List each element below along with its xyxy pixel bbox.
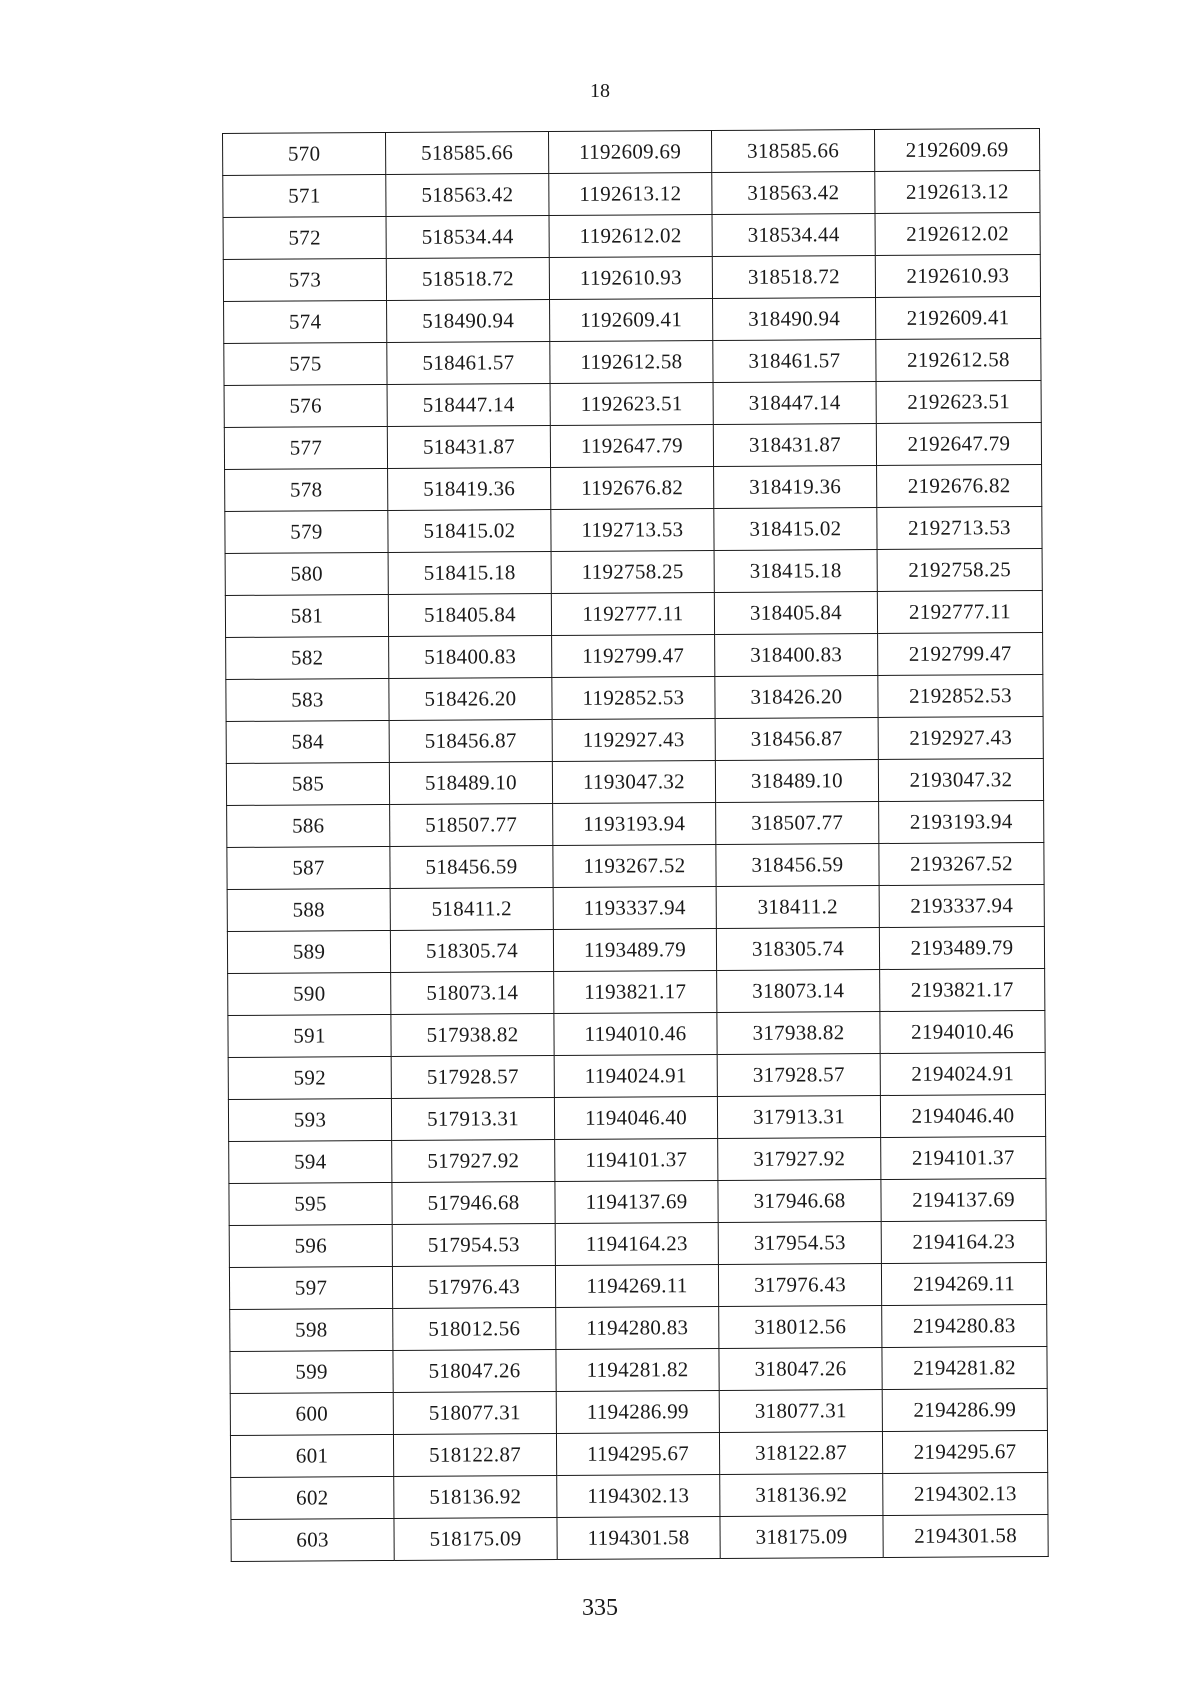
coordinate-cell: 1192713.53 [551, 509, 714, 552]
coordinate-cell: 1192777.11 [551, 593, 714, 636]
table-row [230, 1346, 1047, 1393]
coordinate-cell: 518415.02 [388, 509, 551, 552]
table-row [229, 1262, 1046, 1309]
coordinate-cell: 318563.42 [712, 172, 875, 215]
coordinate-cell: 2192623.51 [876, 381, 1041, 424]
coordinate-cell: 517927.92 [392, 1139, 555, 1182]
coordinate-cell: 317927.92 [718, 1137, 881, 1180]
coordinate-cell: 2194301.58 [883, 1514, 1048, 1557]
point-index-cell: 585 [226, 762, 389, 805]
coordinate-cell: 318461.57 [713, 340, 876, 383]
table-row [229, 1178, 1046, 1225]
point-index-cell: 600 [230, 1392, 393, 1435]
coordinate-cell: 1194101.37 [555, 1138, 718, 1181]
point-index-cell: 571 [223, 175, 386, 218]
coordinate-cell: 1194046.40 [554, 1096, 717, 1139]
point-index-cell: 586 [227, 804, 390, 847]
coordinate-cell: 518122.87 [393, 1433, 556, 1476]
coordinate-cell: 2193047.32 [878, 758, 1043, 801]
coordinates-table-container [222, 128, 1043, 1562]
coordinate-cell: 2192647.79 [876, 423, 1041, 466]
table-row [225, 506, 1042, 553]
table-row [224, 339, 1041, 386]
coordinate-cell: 1192676.82 [551, 467, 714, 510]
coordinate-cell: 1194137.69 [555, 1180, 718, 1223]
coordinate-cell: 518489.10 [389, 761, 552, 804]
table-row [230, 1430, 1047, 1477]
coordinate-cell: 318489.10 [715, 760, 878, 803]
coordinate-cell: 317913.31 [717, 1095, 880, 1138]
point-index-cell: 578 [225, 468, 388, 511]
coordinate-cell: 1192609.69 [548, 131, 711, 174]
coordinate-cell: 318447.14 [713, 382, 876, 425]
coordinate-cell: 2193489.79 [879, 926, 1044, 969]
point-index-cell: 590 [228, 972, 391, 1015]
coordinate-cell: 1192623.51 [550, 383, 713, 426]
coordinate-cell: 318456.87 [715, 718, 878, 761]
coordinate-cell: 318400.83 [715, 634, 878, 677]
table-row [228, 1010, 1045, 1057]
coordinate-cell: 1194295.67 [556, 1432, 719, 1475]
point-index-cell: 599 [230, 1350, 393, 1393]
coordinate-cell: 1193267.52 [553, 844, 716, 887]
point-index-cell: 570 [223, 133, 386, 176]
table-row [226, 758, 1043, 805]
point-index-cell: 583 [226, 678, 389, 721]
point-index-cell: 581 [225, 594, 388, 637]
coordinate-cell: 2194137.69 [881, 1178, 1046, 1221]
coordinate-cell: 518507.77 [390, 803, 553, 846]
coordinate-cell: 1192612.58 [550, 341, 713, 384]
coordinate-cell: 518305.74 [390, 929, 553, 972]
point-index-cell: 592 [228, 1056, 391, 1099]
coordinate-cell: 1194280.83 [556, 1306, 719, 1349]
coordinate-cell: 1192647.79 [550, 425, 713, 468]
coordinate-cell: 517928.57 [391, 1055, 554, 1098]
coordinate-cell: 318411.2 [716, 886, 879, 929]
coordinate-cell: 2192609.41 [876, 297, 1041, 340]
coordinate-cell: 517938.82 [391, 1013, 554, 1056]
coordinate-cell: 1192612.02 [549, 215, 712, 258]
coordinate-cell: 1193047.32 [552, 760, 715, 803]
coordinate-cell: 518490.94 [387, 300, 550, 343]
coordinate-cell: 2193821.17 [880, 968, 1045, 1011]
coordinate-cell: 2192777.11 [877, 590, 1042, 633]
point-index-cell: 575 [224, 342, 387, 385]
coordinate-cell: 2194281.82 [882, 1346, 1047, 1389]
coordinate-cell: 1193821.17 [554, 970, 717, 1013]
coordinate-cell: 518405.84 [388, 593, 551, 636]
table-row [224, 423, 1041, 470]
coordinate-cell: 2194024.91 [880, 1052, 1045, 1095]
coordinate-cell: 518431.87 [387, 426, 550, 469]
coordinates-table [222, 128, 1049, 1562]
table-row [231, 1472, 1048, 1519]
coordinate-cell: 518461.57 [387, 342, 550, 385]
point-index-cell: 591 [228, 1014, 391, 1057]
table-row [223, 213, 1040, 260]
coordinate-cell: 2192713.53 [877, 506, 1042, 549]
coordinate-cell: 518047.26 [393, 1349, 556, 1392]
coordinate-cell: 1192613.12 [549, 173, 712, 216]
coordinate-cell: 2192609.69 [874, 129, 1039, 172]
table-row [226, 674, 1043, 721]
table-row [228, 1052, 1045, 1099]
coordinate-cell: 1192799.47 [552, 635, 715, 678]
coordinate-cell: 517913.31 [391, 1097, 554, 1140]
table-row [227, 884, 1044, 931]
table-row [223, 255, 1040, 302]
point-index-cell: 593 [228, 1098, 391, 1141]
point-index-cell: 602 [231, 1476, 394, 1519]
coordinate-cell: 318490.94 [713, 298, 876, 341]
coordinate-cell: 2192758.25 [877, 548, 1042, 591]
table-row [227, 800, 1044, 847]
coordinate-cell: 318077.31 [719, 1389, 882, 1432]
coordinate-cell: 518426.20 [389, 677, 552, 720]
coordinate-cell: 318507.77 [716, 802, 879, 845]
coordinate-cell: 317976.43 [718, 1263, 881, 1306]
coordinate-cell: 1194302.13 [557, 1474, 720, 1517]
point-index-cell: 596 [229, 1224, 392, 1267]
point-index-cell: 582 [226, 636, 389, 679]
coordinate-cell: 518518.72 [386, 258, 549, 301]
table-row [230, 1304, 1047, 1351]
table-row [230, 1388, 1047, 1435]
table-row [225, 548, 1042, 595]
coordinate-cell: 1192609.41 [550, 299, 713, 342]
coordinate-cell: 318136.92 [720, 1473, 883, 1516]
coordinate-cell: 518411.2 [390, 887, 553, 930]
coordinate-cell: 2194010.46 [880, 1010, 1045, 1053]
point-index-cell: 577 [224, 426, 387, 469]
coordinate-cell: 317946.68 [718, 1179, 881, 1222]
coordinate-cell: 2193193.94 [879, 800, 1044, 843]
coordinate-cell: 2194280.83 [882, 1304, 1047, 1347]
page-footer-number: 335 [582, 1595, 618, 1621]
table-row [226, 632, 1043, 679]
coordinate-cell: 518175.09 [394, 1517, 557, 1560]
coordinate-cell: 1192927.43 [552, 718, 715, 761]
coordinate-cell: 518400.83 [389, 635, 552, 678]
point-index-cell: 580 [225, 552, 388, 595]
coordinate-cell: 2194302.13 [883, 1472, 1048, 1515]
table-row [224, 297, 1041, 344]
coordinate-cell: 1194164.23 [555, 1222, 718, 1265]
table-row [231, 1514, 1048, 1561]
table-row [227, 926, 1044, 973]
coordinate-cell: 2193337.94 [879, 884, 1044, 927]
coordinate-cell: 2192676.82 [877, 464, 1042, 507]
coordinate-cell: 318431.87 [713, 424, 876, 467]
coordinate-cell: 318415.18 [714, 550, 877, 593]
coordinate-cell: 317938.82 [717, 1011, 880, 1054]
table-row [223, 129, 1040, 176]
coordinate-cell: 2192852.53 [878, 674, 1043, 717]
coordinate-cell: 2194046.40 [880, 1094, 1045, 1137]
table-row [224, 381, 1041, 428]
table-row [223, 171, 1040, 218]
coordinate-cell: 518077.31 [393, 1391, 556, 1434]
coordinate-cell: 318305.74 [716, 927, 879, 970]
coordinate-cell: 2194295.67 [882, 1430, 1047, 1473]
coordinate-cell: 318415.02 [714, 508, 877, 551]
coordinate-cell: 1194286.99 [556, 1390, 719, 1433]
coordinate-cell: 2192612.58 [876, 339, 1041, 382]
coordinate-cell: 518534.44 [386, 216, 549, 259]
coordinate-cell: 1194281.82 [556, 1348, 719, 1391]
point-index-cell: 574 [224, 300, 387, 343]
coordinate-cell: 517976.43 [392, 1265, 555, 1308]
coordinate-cell: 1193337.94 [553, 886, 716, 929]
coordinate-cell: 517946.68 [392, 1181, 555, 1224]
coordinate-cell: 317954.53 [718, 1221, 881, 1264]
point-index-cell: 579 [225, 510, 388, 553]
coordinate-cell: 318585.66 [711, 130, 874, 173]
coordinate-cell: 518456.59 [390, 845, 553, 888]
coordinate-cell: 1193193.94 [553, 802, 716, 845]
point-index-cell: 572 [223, 216, 386, 259]
coordinates-table-body [223, 129, 1049, 1562]
coordinate-cell: 318175.09 [720, 1515, 883, 1558]
coordinate-cell: 2194269.11 [881, 1262, 1046, 1305]
point-index-cell: 597 [229, 1266, 392, 1309]
point-index-cell: 598 [230, 1308, 393, 1351]
coordinate-cell: 318426.20 [715, 676, 878, 719]
point-index-cell: 594 [229, 1140, 392, 1183]
coordinate-cell: 518563.42 [386, 174, 549, 217]
coordinate-cell: 1193489.79 [553, 928, 716, 971]
coordinate-cell: 1194010.46 [554, 1012, 717, 1055]
coordinate-cell: 2192613.12 [875, 171, 1040, 214]
coordinate-cell: 518073.14 [391, 971, 554, 1014]
table-row [229, 1220, 1046, 1267]
table-row [227, 842, 1044, 889]
coordinate-cell: 1194024.91 [554, 1054, 717, 1097]
point-index-cell: 573 [223, 258, 386, 301]
coordinate-cell: 318419.36 [714, 466, 877, 509]
coordinate-cell: 318122.87 [719, 1431, 882, 1474]
table-row [229, 1136, 1046, 1183]
point-index-cell: 603 [231, 1518, 394, 1561]
coordinate-cell: 318456.59 [716, 844, 879, 887]
page-header-number: 18 [590, 80, 610, 102]
coordinate-cell: 318518.72 [712, 256, 875, 299]
coordinate-cell: 2192612.02 [875, 213, 1040, 256]
coordinate-cell: 1192758.25 [551, 551, 714, 594]
coordinate-cell: 2192610.93 [875, 255, 1040, 298]
table-row [226, 716, 1043, 763]
coordinate-cell: 2194101.37 [881, 1136, 1046, 1179]
coordinate-cell: 518585.66 [386, 132, 549, 175]
point-index-cell: 587 [227, 846, 390, 889]
table-row [228, 968, 1045, 1015]
coordinate-cell: 518456.87 [389, 719, 552, 762]
coordinate-cell: 1192852.53 [552, 676, 715, 719]
point-index-cell: 589 [227, 930, 390, 973]
table-row [225, 590, 1042, 637]
coordinate-cell: 318012.56 [719, 1305, 882, 1348]
coordinate-cell: 518447.14 [387, 384, 550, 427]
point-index-cell: 588 [227, 888, 390, 931]
coordinate-cell: 2193267.52 [879, 842, 1044, 885]
point-index-cell: 601 [230, 1434, 393, 1477]
coordinate-cell: 318534.44 [712, 214, 875, 257]
point-index-cell: 595 [229, 1182, 392, 1225]
point-index-cell: 584 [226, 720, 389, 763]
coordinate-cell: 518012.56 [393, 1307, 556, 1350]
coordinate-cell: 518415.18 [388, 551, 551, 594]
table-row [228, 1094, 1045, 1141]
coordinate-cell: 2192927.43 [878, 716, 1043, 759]
coordinate-cell: 1192610.93 [549, 257, 712, 300]
coordinate-cell: 318405.84 [714, 592, 877, 635]
coordinate-cell: 317928.57 [717, 1053, 880, 1096]
coordinate-cell: 2194286.99 [882, 1388, 1047, 1431]
table-row [225, 464, 1042, 511]
point-index-cell: 576 [224, 384, 387, 427]
coordinate-cell: 2192799.47 [878, 632, 1043, 675]
coordinate-cell: 2194164.23 [881, 1220, 1046, 1263]
coordinate-cell: 518419.36 [388, 467, 551, 510]
coordinate-cell: 318047.26 [719, 1347, 882, 1390]
coordinate-cell: 318073.14 [717, 969, 880, 1012]
coordinate-cell: 1194301.58 [557, 1516, 720, 1559]
coordinate-cell: 1194269.11 [555, 1264, 718, 1307]
coordinate-cell: 517954.53 [392, 1223, 555, 1266]
coordinate-cell: 518136.92 [394, 1475, 557, 1518]
